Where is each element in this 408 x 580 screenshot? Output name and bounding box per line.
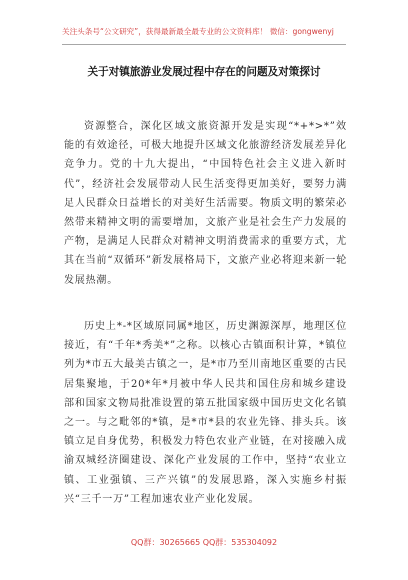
footer-contact: QQ群：30265665 QQ群：535304092 (130, 538, 278, 547)
header-divider (62, 44, 346, 45)
body-paragraph: 历史上*-*区域原同属*地区，历史渊源深厚，地理区位接近，有“千年*秀美*”之称。以核心古镇面积计算，*镇位列为*市五大最美古镇之一，是*市乃至川南地区重要的古民居集聚地，于20*年*月被中华人民共和国住房和城乡建设部和国家文物局批准设置的第五批国家级中国历史文化名镇之一。与之毗邻的*镇，是*市*县的农业先锋、排头兵。该镇立足自身优势，积极发力特色农业产业链，在对接融入成渝双城经济圈建设、深化产业发展的工作中，坚持“农业立镇、工业强镇、三产兴镇”的发展思路，深入实施乡村振兴“三千一万”工程加速农业产业化发展。 (64, 321, 347, 505)
header-banner: 关注头条号“公文研究”，获得最新最全最专业的公文资料库！ 微信：gongwenyj (62, 27, 334, 36)
document-title: 关于对镇旅游业发展过程中存在的问题及对策探讨 (87, 66, 321, 78)
body-paragraph: 资源整合，深化区域文旅资源开发是实现“*+*>*”效能的有效途径，可极大地提升区域文化旅游经济发展差异化竞争力。党的十九大提出，“中国特色社会主义进入新时代”，经济社会发展带动人民生活变得更加美好，要努力满足人民群众日益增长的对美好生活需要。物质文明的繁荣必然带来精神文明的需要增加，文旅产业是社会生产力发展的产物，是满足人民群众对精神文明消费需求的重要方式，尤其在当前“双循环”新发展格局下，文旅产业必将迎来新一轮发展热潮。 (64, 121, 347, 286)
